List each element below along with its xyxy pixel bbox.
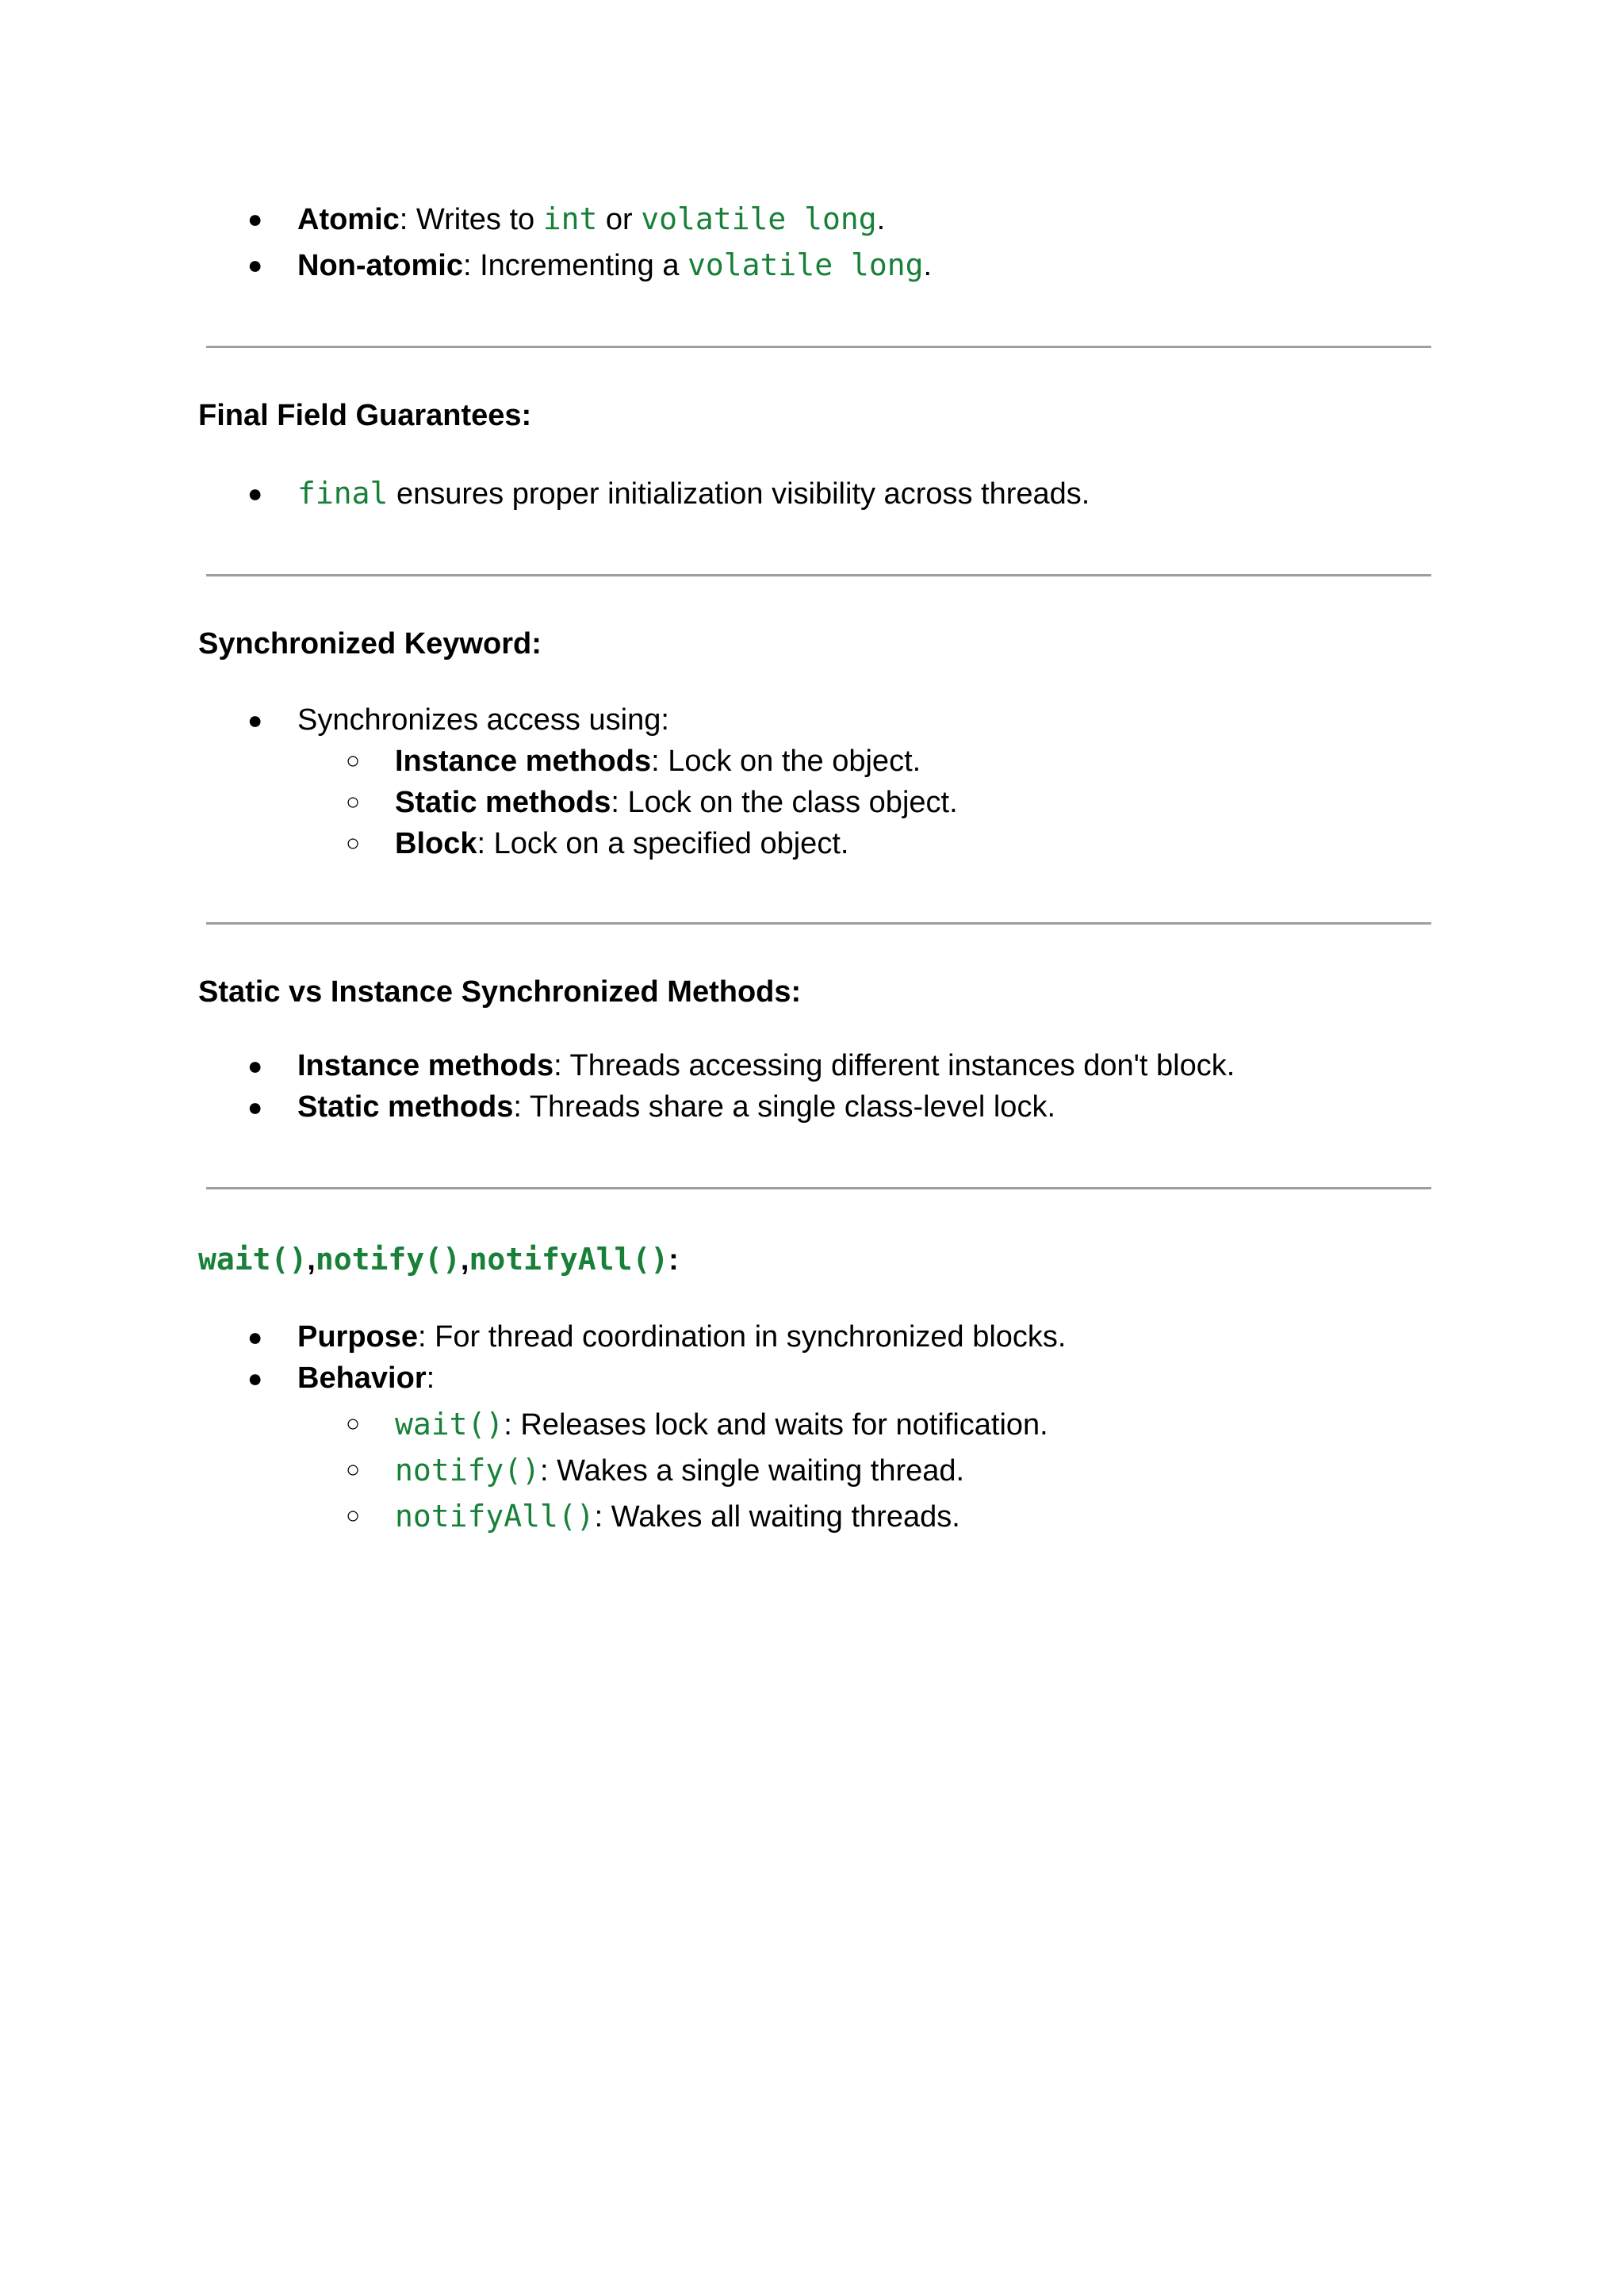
sub-bullet-icon: ○ bbox=[346, 1503, 361, 1529]
item-text: : Threads accessing different instances don't block. bbox=[553, 1049, 1235, 1082]
synchronized-intro: Synchronizes access using: bbox=[297, 703, 669, 737]
sub-item-text: : Lock on a specified object. bbox=[477, 827, 849, 860]
behavior-term: Behavior bbox=[297, 1361, 427, 1395]
atomic-text-2: or bbox=[597, 203, 642, 236]
divider bbox=[206, 346, 1431, 348]
bullet-icon: ● bbox=[247, 706, 263, 734]
nonatomic-text-1: : Incrementing a bbox=[463, 249, 688, 282]
item-text: : Threads share a single class-level lock. bbox=[513, 1090, 1056, 1124]
sub-bullet-icon: ○ bbox=[346, 830, 361, 856]
heading-code-notify: notify() bbox=[315, 1242, 461, 1277]
sub-item-term: Instance methods bbox=[395, 745, 652, 778]
final-text: ensures proper initialization visibility across threads. bbox=[388, 477, 1090, 511]
behavior-item bbox=[297, 1359, 435, 1397]
sub-bullet-icon: ○ bbox=[346, 748, 361, 774]
bullet-icon: ● bbox=[247, 1364, 263, 1392]
final-item bbox=[297, 474, 1090, 513]
sub-item-term: Static methods bbox=[395, 786, 611, 819]
heading-colon: : bbox=[668, 1243, 679, 1277]
purpose-text: : For thread coordination in synchronized blocks. bbox=[418, 1320, 1067, 1354]
behavior-sub-text: : Wakes a single waiting thread. bbox=[540, 1454, 965, 1488]
bullet-icon: ● bbox=[247, 1093, 263, 1121]
nonatomic-code: volatile long bbox=[688, 247, 924, 282]
atomic-item bbox=[297, 200, 885, 239]
sub-item-text: : Lock on the class object. bbox=[611, 786, 958, 819]
behavior-text: : bbox=[426, 1361, 435, 1395]
nonatomic-item bbox=[297, 246, 932, 285]
nonatomic-text-2: . bbox=[923, 249, 933, 282]
section-heading-synchronized: Synchronized Keyword: bbox=[198, 627, 542, 661]
item-term: Static methods bbox=[297, 1090, 514, 1124]
behavior-sub-item bbox=[395, 1497, 960, 1536]
behavior-sub-text: : Releases lock and waits for notification. bbox=[504, 1408, 1048, 1442]
synchronized-sub-item bbox=[395, 742, 921, 780]
section-heading-final-fields: Final Field Guarantees: bbox=[198, 399, 532, 432]
purpose-item bbox=[297, 1318, 1066, 1356]
sub-item-text: : Lock on the object. bbox=[651, 745, 921, 778]
sub-bullet-icon: ○ bbox=[346, 1457, 361, 1483]
bullet-icon: ● bbox=[247, 479, 263, 507]
bullet-icon: ● bbox=[247, 251, 263, 279]
bullet-icon: ● bbox=[247, 1323, 263, 1351]
synchronized-sub-item bbox=[395, 825, 848, 863]
section-heading-wait-notify bbox=[198, 1240, 679, 1279]
heading-code-wait: wait() bbox=[198, 1242, 308, 1277]
divider bbox=[206, 574, 1431, 576]
sub-item-term: Block bbox=[395, 827, 477, 860]
synchronized-sub-item bbox=[395, 783, 958, 821]
item-term: Instance methods bbox=[297, 1049, 554, 1082]
behavior-code: wait() bbox=[395, 1407, 504, 1442]
behavior-sub-item bbox=[395, 1451, 964, 1490]
heading-separator: , bbox=[307, 1243, 316, 1277]
atomic-term: Atomic bbox=[297, 203, 400, 236]
behavior-sub-text: : Wakes all waiting threads. bbox=[594, 1500, 960, 1534]
bullet-icon: ● bbox=[247, 205, 263, 233]
atomic-code-int: int bbox=[542, 201, 598, 236]
purpose-term: Purpose bbox=[297, 1320, 419, 1354]
sub-bullet-icon: ○ bbox=[346, 1411, 361, 1437]
nonatomic-term: Non-atomic bbox=[297, 249, 463, 282]
divider bbox=[206, 922, 1431, 925]
atomic-text-1: : Writes to bbox=[399, 203, 543, 236]
atomic-code-volatile-long: volatile long bbox=[641, 201, 877, 236]
atomic-text-3: . bbox=[876, 203, 886, 236]
divider bbox=[206, 1187, 1431, 1189]
sub-bullet-icon: ○ bbox=[346, 789, 361, 815]
static-vs-instance-item bbox=[297, 1047, 1235, 1085]
final-code: final bbox=[297, 476, 389, 511]
heading-code-notifyall: notifyAll() bbox=[469, 1242, 669, 1277]
section-heading-static-vs-instance: Static vs Instance Synchronized Methods: bbox=[198, 975, 802, 1009]
heading-separator: , bbox=[460, 1243, 469, 1277]
behavior-code: notify() bbox=[395, 1453, 541, 1488]
behavior-sub-item bbox=[395, 1405, 1048, 1444]
behavior-code: notifyAll() bbox=[395, 1499, 595, 1534]
bullet-icon: ● bbox=[247, 1051, 263, 1080]
static-vs-instance-item bbox=[297, 1088, 1055, 1126]
